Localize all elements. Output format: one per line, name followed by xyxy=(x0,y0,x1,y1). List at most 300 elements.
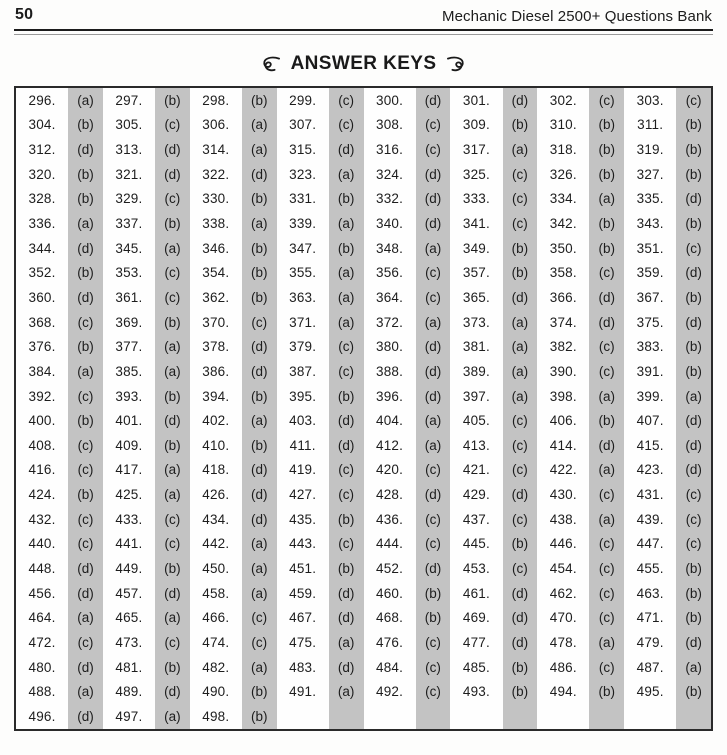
answer-option: (a) xyxy=(251,560,268,576)
answer-key-cell xyxy=(450,704,537,729)
question-number: 482. xyxy=(202,659,230,675)
answer-option: (b) xyxy=(164,216,181,232)
answer-option: (b) xyxy=(598,166,615,182)
question-number: 388. xyxy=(376,363,404,379)
answer-key-cell xyxy=(364,359,451,384)
answer-option: (b) xyxy=(424,585,442,601)
answer-key-cell xyxy=(624,334,711,359)
answer-key-cell xyxy=(450,482,537,507)
answer-option: (d) xyxy=(77,585,94,601)
answer-key-cell xyxy=(277,655,364,680)
question-number: 461. xyxy=(462,585,490,601)
question-number: 381. xyxy=(462,339,490,355)
answer-option: (c) xyxy=(164,117,181,133)
answer-option: (a) xyxy=(337,289,355,305)
question-number: 375. xyxy=(636,314,664,330)
question-number: 451. xyxy=(289,560,317,576)
answer-key-cell xyxy=(537,458,624,483)
answer-option: (c) xyxy=(77,462,94,478)
question-number: 373. xyxy=(462,314,490,330)
answer-option: (b) xyxy=(77,191,94,207)
answer-option: (d) xyxy=(424,388,442,404)
answer-key-cell xyxy=(277,137,364,162)
answer-key-cell xyxy=(103,260,190,285)
answer-option: (a) xyxy=(598,388,615,404)
question-number: 337. xyxy=(115,216,143,232)
question-number: 477. xyxy=(462,634,490,650)
answer-key-cell xyxy=(16,310,103,335)
answer-key-cell xyxy=(277,630,364,655)
question-number: 423. xyxy=(636,462,664,478)
answer-option: (c) xyxy=(251,634,268,650)
answer-key-cell xyxy=(450,630,537,655)
answer-key-cell xyxy=(537,162,624,187)
answer-option: (d) xyxy=(337,585,355,601)
answer-key-cell xyxy=(364,482,451,507)
answer-key-cell xyxy=(537,384,624,409)
question-number: 454. xyxy=(549,560,577,576)
question-number: 480. xyxy=(28,659,56,675)
answer-option: (b) xyxy=(685,610,702,626)
answer-key-cell xyxy=(624,556,711,581)
question-number: 345. xyxy=(115,240,143,256)
answer-key-cell xyxy=(450,605,537,630)
question-number: 474. xyxy=(202,634,230,650)
answer-key-cell xyxy=(624,359,711,384)
answer-key-cell xyxy=(103,408,190,433)
question-number: 299. xyxy=(289,92,317,108)
answer-key-cell xyxy=(624,605,711,630)
answer-option: (a) xyxy=(424,314,442,330)
answer-option: (a) xyxy=(164,240,181,256)
answer-key-cell xyxy=(450,137,537,162)
answer-option: (d) xyxy=(685,413,702,429)
answer-option: (b) xyxy=(685,166,702,182)
question-number: 431. xyxy=(636,487,664,503)
answer-option: (c) xyxy=(512,511,528,527)
question-number: 313. xyxy=(115,142,143,158)
question-number: 368. xyxy=(28,314,56,330)
answer-option: (b) xyxy=(685,585,702,601)
answer-option: (d) xyxy=(337,659,355,675)
answer-option: (a) xyxy=(77,92,94,108)
question-number: 365. xyxy=(462,289,490,305)
question-number: 340. xyxy=(376,216,404,232)
answer-option: (d) xyxy=(685,437,702,453)
question-number: 367. xyxy=(636,289,664,305)
answer-option: (c) xyxy=(685,92,702,108)
question-number: 494. xyxy=(549,684,577,700)
question-number: 386. xyxy=(202,363,230,379)
question-number: 414. xyxy=(549,437,577,453)
answer-key-cell xyxy=(16,507,103,532)
answer-option: (a) xyxy=(685,659,702,675)
answer-option: (d) xyxy=(77,142,94,158)
answer-option: (c) xyxy=(598,536,615,552)
answer-key-cell xyxy=(537,704,624,729)
answer-option: (a) xyxy=(337,684,355,700)
answer-option: (c) xyxy=(164,634,181,650)
answer-key-cell xyxy=(16,704,103,729)
answer-key-cell xyxy=(624,310,711,335)
answer-option: (b) xyxy=(251,191,268,207)
answer-option: (b) xyxy=(77,339,94,355)
answer-option: (b) xyxy=(337,511,355,527)
answer-key-cell xyxy=(277,704,364,729)
answer-option: (a) xyxy=(424,437,442,453)
answer-key-cell xyxy=(16,88,103,113)
question-number: 350. xyxy=(549,240,577,256)
answer-option: (a) xyxy=(251,659,268,675)
answer-key-cell xyxy=(624,236,711,261)
answer-key-cell xyxy=(103,211,190,236)
answer-option: (d) xyxy=(511,92,529,108)
question-number: 309. xyxy=(462,117,490,133)
answer-key-cell xyxy=(277,162,364,187)
question-number: 387. xyxy=(289,363,317,379)
answer-key-cell xyxy=(624,655,711,680)
answer-key-cell xyxy=(16,433,103,458)
question-number: 440. xyxy=(28,536,56,552)
answer-key-cell xyxy=(364,458,451,483)
answer-option: (c) xyxy=(338,536,354,552)
header-divider xyxy=(14,29,713,35)
question-number: 300. xyxy=(376,92,404,108)
answer-key-cell xyxy=(277,458,364,483)
answer-option: (c) xyxy=(598,585,615,601)
answer-option: (a) xyxy=(164,708,181,724)
answer-option: (d) xyxy=(424,560,442,576)
answer-key-cell xyxy=(537,359,624,384)
answer-option: (b) xyxy=(511,117,529,133)
question-number: 341. xyxy=(462,216,490,232)
answer-option: (a) xyxy=(337,634,355,650)
answer-key-cell xyxy=(190,359,277,384)
question-number: 305. xyxy=(115,117,143,133)
question-number: 446. xyxy=(549,536,577,552)
question-number: 334. xyxy=(549,191,577,207)
question-number: 435. xyxy=(289,511,317,527)
answer-key-cell xyxy=(450,384,537,409)
answer-option: (c) xyxy=(512,560,528,576)
answer-option: (c) xyxy=(425,511,441,527)
answer-option: (c) xyxy=(598,487,615,503)
question-number: 471. xyxy=(636,610,664,626)
answer-option: (b) xyxy=(511,265,529,281)
answer-option: (d) xyxy=(424,191,442,207)
answer-key-cell xyxy=(190,679,277,704)
answer-option: (b) xyxy=(164,437,181,453)
answer-key-cell xyxy=(16,236,103,261)
answer-key-cell xyxy=(537,655,624,680)
answer-key-cell xyxy=(364,187,451,212)
answer-key-cell xyxy=(190,556,277,581)
answer-option: (c) xyxy=(598,265,615,281)
question-number: 433. xyxy=(115,511,143,527)
answer-key-cell xyxy=(277,581,364,606)
answer-key-cell xyxy=(16,187,103,212)
answer-option: (d) xyxy=(251,462,268,478)
answer-option: (b) xyxy=(164,560,181,576)
question-number: 458. xyxy=(202,585,230,601)
question-number: 486. xyxy=(549,659,577,675)
question-number: 374. xyxy=(549,314,577,330)
answer-key-cell xyxy=(16,162,103,187)
question-number: 402. xyxy=(202,413,230,429)
question-number: 389. xyxy=(462,363,490,379)
question-number: 353. xyxy=(115,265,143,281)
answer-key-cell xyxy=(277,408,364,433)
question-number: 324. xyxy=(376,166,404,182)
answer-key-cell xyxy=(16,482,103,507)
question-number: 384. xyxy=(28,363,56,379)
question-number: 438. xyxy=(549,511,577,527)
question-number: 308. xyxy=(376,117,404,133)
answer-option: (c) xyxy=(164,265,181,281)
answer-option: (c) xyxy=(425,265,441,281)
question-number: 401. xyxy=(115,413,143,429)
question-number: 468. xyxy=(376,610,404,626)
question-number: 390. xyxy=(549,363,577,379)
answer-key-cell xyxy=(190,581,277,606)
question-number: 424. xyxy=(28,487,56,503)
page-number: 50 xyxy=(15,6,34,23)
question-number: 379. xyxy=(289,339,317,355)
question-number: 449. xyxy=(115,560,143,576)
answer-key-cell xyxy=(277,482,364,507)
question-number: 298. xyxy=(202,92,230,108)
answer-option: (c) xyxy=(425,142,441,158)
book-header-title: Mechanic Diesel 2500+ Questions Bank xyxy=(441,8,712,25)
answer-option: (a) xyxy=(164,487,181,503)
answer-key-cell xyxy=(450,532,537,557)
answer-key-cell xyxy=(190,260,277,285)
answer-key-cell xyxy=(103,532,190,557)
question-number: 335. xyxy=(636,191,664,207)
answer-option: (c) xyxy=(512,437,528,453)
question-number: 380. xyxy=(376,339,404,355)
answer-key-cell xyxy=(16,581,103,606)
answer-option: (c) xyxy=(512,462,528,478)
question-number: 489. xyxy=(115,684,143,700)
answer-option: (d) xyxy=(685,634,702,650)
answer-key-cell xyxy=(624,704,711,729)
question-number: 416. xyxy=(28,462,56,478)
answer-key-cell xyxy=(277,679,364,704)
question-number: 478. xyxy=(549,634,577,650)
answer-key-cell xyxy=(16,260,103,285)
question-number: 358. xyxy=(549,265,577,281)
answer-key-cell xyxy=(190,236,277,261)
answer-key-cell xyxy=(364,655,451,680)
answer-key-cell xyxy=(277,187,364,212)
answer-key-cell xyxy=(277,359,364,384)
question-number: 460. xyxy=(376,585,404,601)
question-number: 331. xyxy=(289,191,317,207)
question-number: 342. xyxy=(549,216,577,232)
question-number: 320. xyxy=(28,166,56,182)
question-number: 355. xyxy=(289,265,317,281)
answer-key-cell xyxy=(103,162,190,187)
answer-key-cell xyxy=(277,310,364,335)
question-number: 479. xyxy=(636,634,664,650)
answer-option: (d) xyxy=(424,487,442,503)
question-number: 392. xyxy=(28,388,56,404)
answer-option: (d) xyxy=(164,585,181,601)
answer-option: (b) xyxy=(337,388,355,404)
answer-option: (d) xyxy=(77,560,94,576)
answer-key-cell xyxy=(16,137,103,162)
answer-key-cell xyxy=(450,458,537,483)
answer-key-cell xyxy=(16,532,103,557)
answer-option: (a) xyxy=(511,314,529,330)
question-number: 338. xyxy=(202,216,230,232)
answer-key-cell xyxy=(624,532,711,557)
answer-key-cell xyxy=(624,88,711,113)
answer-option: (d) xyxy=(424,216,442,232)
answer-key-cell xyxy=(190,334,277,359)
answer-option: (b) xyxy=(598,413,615,429)
answer-option: (d) xyxy=(424,166,442,182)
answer-key-cell xyxy=(624,408,711,433)
answer-key-cell xyxy=(16,458,103,483)
question-number: 349. xyxy=(462,240,490,256)
question-number: 497. xyxy=(115,708,143,724)
answer-key-cell xyxy=(364,285,451,310)
answer-key-cell xyxy=(364,507,451,532)
answer-key-cell xyxy=(450,581,537,606)
answer-key-cell xyxy=(450,187,537,212)
answer-option: (b) xyxy=(598,142,615,158)
answer-option: (b) xyxy=(77,265,94,281)
answer-key-cell xyxy=(624,482,711,507)
answer-key-cell xyxy=(277,507,364,532)
answer-key-cell xyxy=(103,384,190,409)
answer-option: (d) xyxy=(164,166,181,182)
question-number: 459. xyxy=(289,585,317,601)
question-number: 398. xyxy=(549,388,577,404)
answer-option: (b) xyxy=(251,289,268,305)
answer-key-cell xyxy=(16,113,103,138)
answer-option: (c) xyxy=(512,216,528,232)
question-number: 319. xyxy=(636,142,664,158)
answer-option: (c) xyxy=(77,634,94,650)
floral-ornament-left-icon xyxy=(260,55,282,73)
answer-key-cell xyxy=(450,285,537,310)
answer-key-cell xyxy=(16,359,103,384)
answer-option: (d) xyxy=(511,610,529,626)
answer-option: (d) xyxy=(337,413,355,429)
question-number: 311. xyxy=(637,117,664,133)
answer-option: (d) xyxy=(164,413,181,429)
answer-key-cell xyxy=(364,88,451,113)
answer-key-cell xyxy=(16,655,103,680)
answer-option: (a) xyxy=(511,363,529,379)
question-number: 473. xyxy=(115,634,143,650)
answer-key-cell xyxy=(537,285,624,310)
answer-key-cell xyxy=(364,113,451,138)
answer-key-table xyxy=(14,86,713,731)
answer-key-cell xyxy=(537,334,624,359)
answer-key-cell xyxy=(103,482,190,507)
answer-option: (d) xyxy=(337,142,355,158)
answer-option: (d) xyxy=(164,684,181,700)
answer-key-cell xyxy=(537,88,624,113)
answer-option: (d) xyxy=(685,462,702,478)
question-number: 351. xyxy=(636,240,664,256)
question-number: 484. xyxy=(376,659,404,675)
answer-key-cell xyxy=(16,408,103,433)
answer-key-cell xyxy=(190,113,277,138)
answer-option: (a) xyxy=(77,684,94,700)
answer-key-cell xyxy=(277,605,364,630)
question-number: 427. xyxy=(289,487,317,503)
answer-key-cell xyxy=(364,679,451,704)
answer-key-cell xyxy=(190,482,277,507)
answer-key-cell xyxy=(624,581,711,606)
answer-key-cell xyxy=(537,605,624,630)
question-number: 428. xyxy=(376,487,404,503)
answer-key-cell xyxy=(624,211,711,236)
answer-key-cell xyxy=(277,260,364,285)
answer-key-cell xyxy=(277,285,364,310)
answer-option: (a) xyxy=(598,462,615,478)
answer-key-cell xyxy=(537,556,624,581)
answer-key-cell xyxy=(537,137,624,162)
floral-ornament-right-icon xyxy=(445,55,467,73)
answer-option: (c) xyxy=(598,363,615,379)
answer-key-cell xyxy=(624,187,711,212)
answer-key-cell xyxy=(190,433,277,458)
answer-option: (b) xyxy=(77,487,94,503)
answer-option: (d) xyxy=(251,487,268,503)
answer-key-cell xyxy=(624,113,711,138)
answer-option: (b) xyxy=(77,413,94,429)
answer-option: (a) xyxy=(337,314,355,330)
answer-key-cell xyxy=(103,113,190,138)
answer-option: (a) xyxy=(77,216,94,232)
answer-option: (d) xyxy=(598,437,615,453)
answer-option: (c) xyxy=(164,536,181,552)
question-number: 310. xyxy=(549,117,577,133)
answer-option: (a) xyxy=(511,142,529,158)
answer-key-cell xyxy=(537,482,624,507)
question-number: 406. xyxy=(549,413,577,429)
answer-option: (c) xyxy=(338,92,354,108)
question-number: 336. xyxy=(28,216,56,232)
question-number: 467. xyxy=(289,610,317,626)
answer-option: (c) xyxy=(425,462,441,478)
answer-key-grid xyxy=(16,88,711,729)
answer-option: (d) xyxy=(685,314,702,330)
answer-key-cell xyxy=(537,310,624,335)
answer-option: (b) xyxy=(685,684,702,700)
answer-option: (c) xyxy=(598,610,615,626)
question-number: 323. xyxy=(289,166,317,182)
answer-key-cell xyxy=(190,704,277,729)
question-number: 418. xyxy=(202,462,230,478)
answer-option: (d) xyxy=(685,191,702,207)
question-number: 466. xyxy=(202,610,230,626)
question-number: 437. xyxy=(462,511,490,527)
answer-key-cell xyxy=(537,532,624,557)
question-number: 296. xyxy=(28,92,56,108)
answer-key-cell xyxy=(16,679,103,704)
question-number: 362. xyxy=(202,289,230,305)
question-number: 360. xyxy=(28,289,56,305)
answer-option: (c) xyxy=(425,659,441,675)
question-number: 408. xyxy=(28,437,56,453)
